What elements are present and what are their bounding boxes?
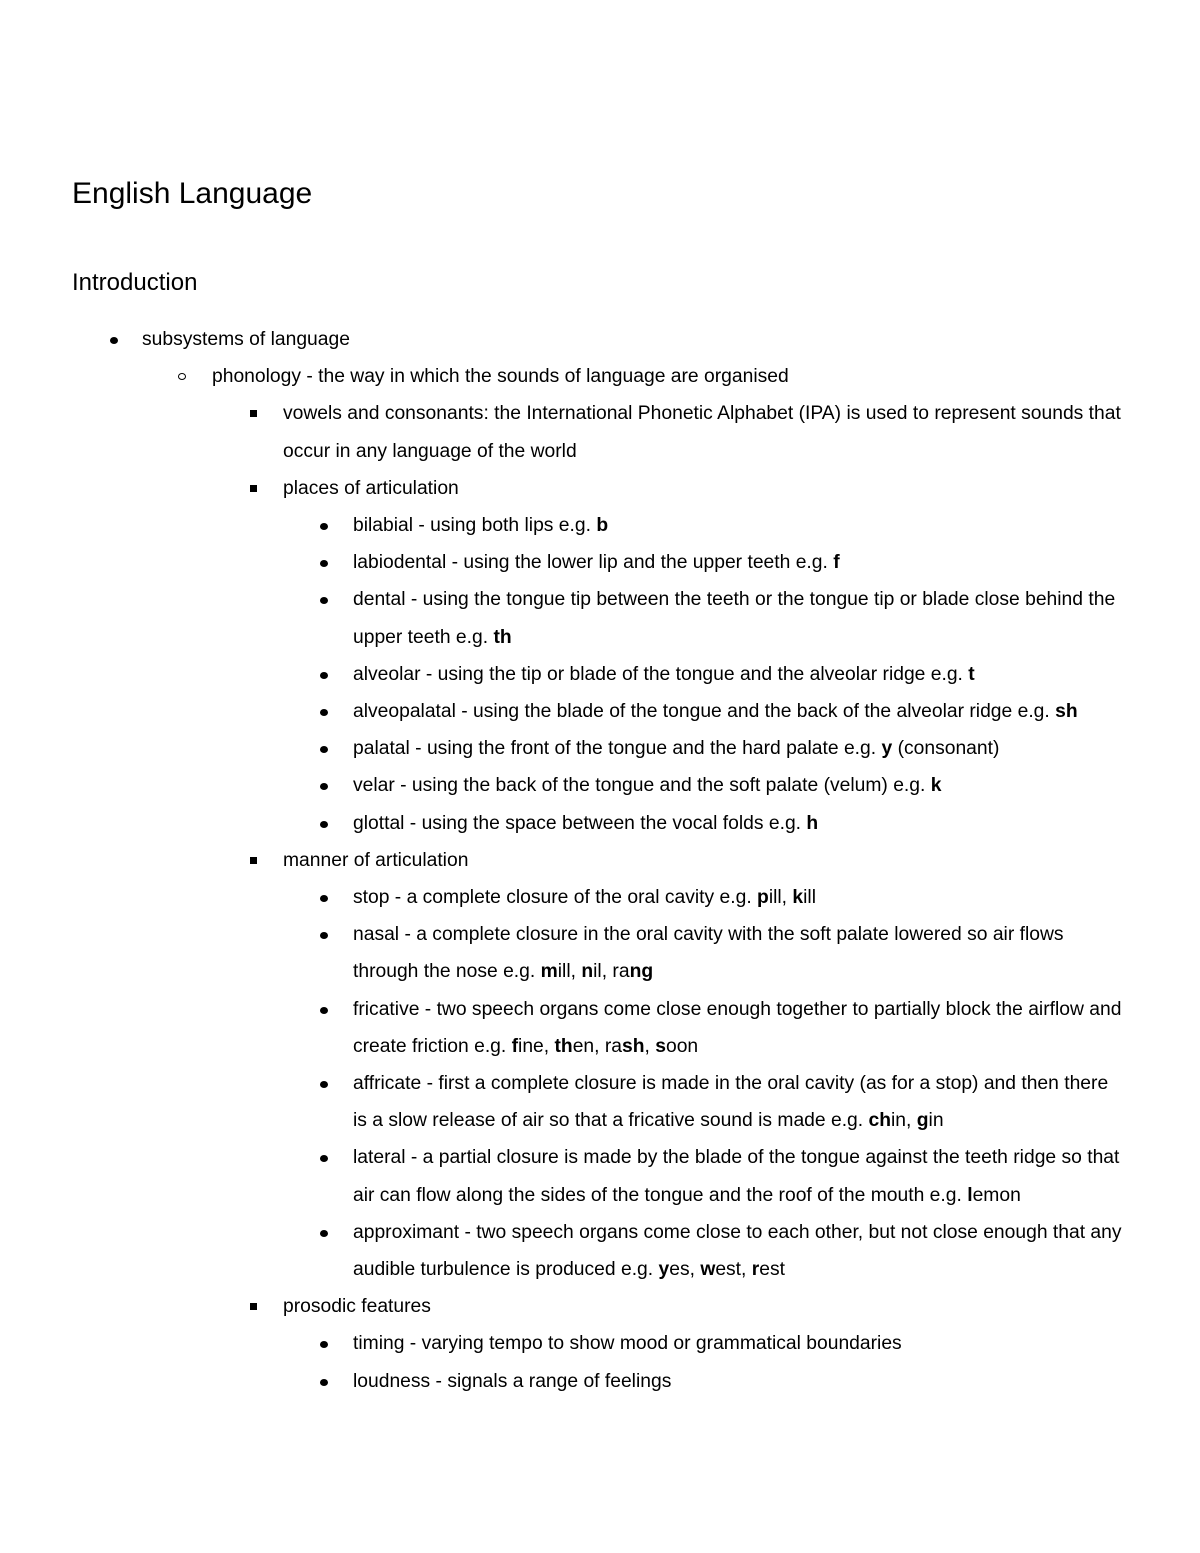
bullet-disc-icon: [320, 783, 328, 790]
bullet-disc-icon: [320, 560, 328, 567]
list-item: nasal - a complete closure in the oral cavity with the soft palate lowered so air flows through the nose e.g. mill, nil, rang: [0, 916, 1123, 990]
list-item: fricative - two speech organs come close enough together to partially block the airflow and create friction e.g. fine, then, rash, soon: [0, 991, 1123, 1065]
bullet-disc-icon: [320, 1379, 328, 1386]
bullet-disc-icon: [320, 895, 328, 902]
notes-list: [0, 321, 1200, 1400]
list-item: lateral - a partial closure is made by the blade of the tongue against the teeth ridge so that air can flow along the sides of the tongue and the roof of the mouth e.g. lemon: [0, 1139, 1123, 1213]
list-item: dental - using the tongue tip between the teeth or the tongue tip or blade close behind the upper teeth e.g. th: [0, 581, 1123, 655]
list-item: prosodic features: [0, 1288, 1123, 1325]
list-item: bilabial - using both lips e.g. b: [0, 507, 1123, 544]
bullet-disc-icon: [320, 597, 328, 604]
bullet-disc-icon: [320, 1007, 328, 1014]
list-item: places of articulation: [0, 470, 1123, 507]
list-item: timing - varying tempo to show mood or grammatical boundaries: [0, 1325, 1123, 1362]
list-item: manner of articulation: [0, 842, 1123, 879]
bullet-disc-icon: [320, 709, 328, 716]
document-title: English Language: [72, 177, 313, 210]
bullet-square-icon: [250, 857, 257, 864]
list-item: vowels and consonants: the International Phonetic Alphabet (IPA) is used to represent sounds that occur in any language of the world: [0, 395, 1123, 469]
bullet-square-icon: [250, 410, 257, 417]
list-item: phonology - the way in which the sounds of language are organised: [0, 358, 1117, 395]
list-item: affricate - first a complete closure is made in the oral cavity (as for a stop) and then there is a slow release of air so that a fricative sound is made e.g. chin, gin: [0, 1065, 1123, 1139]
bullet-disc-icon: [320, 1341, 328, 1348]
bullet-square-icon: [250, 485, 257, 492]
bullet-disc-icon: [320, 523, 328, 530]
list-item: labiodental - using the lower lip and the upper teeth e.g. f: [0, 544, 1123, 581]
list-item: alveopalatal - using the blade of the tongue and the back of the alveolar ridge e.g. sh: [0, 693, 1123, 730]
bullet-disc-icon: [110, 337, 118, 344]
bullet-disc-icon: [320, 821, 328, 828]
list-item: velar - using the back of the tongue and the soft palate (velum) e.g. k: [0, 767, 1123, 804]
list-item: stop - a complete closure of the oral cavity e.g. pill, kill: [0, 879, 1123, 916]
bullet-disc-icon: [320, 1081, 328, 1088]
bullet-disc-icon: [320, 672, 328, 679]
bullet-circle-icon: [178, 373, 186, 380]
list-item: glottal - using the space between the vocal folds e.g. h: [0, 805, 1123, 842]
list-item: alveolar - using the tip or blade of the tongue and the alveolar ridge e.g. t: [0, 656, 1123, 693]
section-heading: Introduction: [72, 269, 198, 296]
bullet-disc-icon: [320, 1230, 328, 1237]
bullet-square-icon: [250, 1303, 257, 1310]
list-item: subsystems of language: [0, 321, 1122, 358]
bullet-disc-icon: [320, 746, 328, 753]
list-item: loudness - signals a range of feelings: [0, 1363, 1123, 1400]
list-item: approximant - two speech organs come close to each other, but not close enough that any audible turbulence is produced e.g. yes, west, rest: [0, 1214, 1123, 1288]
list-item: palatal - using the front of the tongue and the hard palate e.g. y (consonant): [0, 730, 1123, 767]
bullet-disc-icon: [320, 932, 328, 939]
bullet-disc-icon: [320, 1155, 328, 1162]
